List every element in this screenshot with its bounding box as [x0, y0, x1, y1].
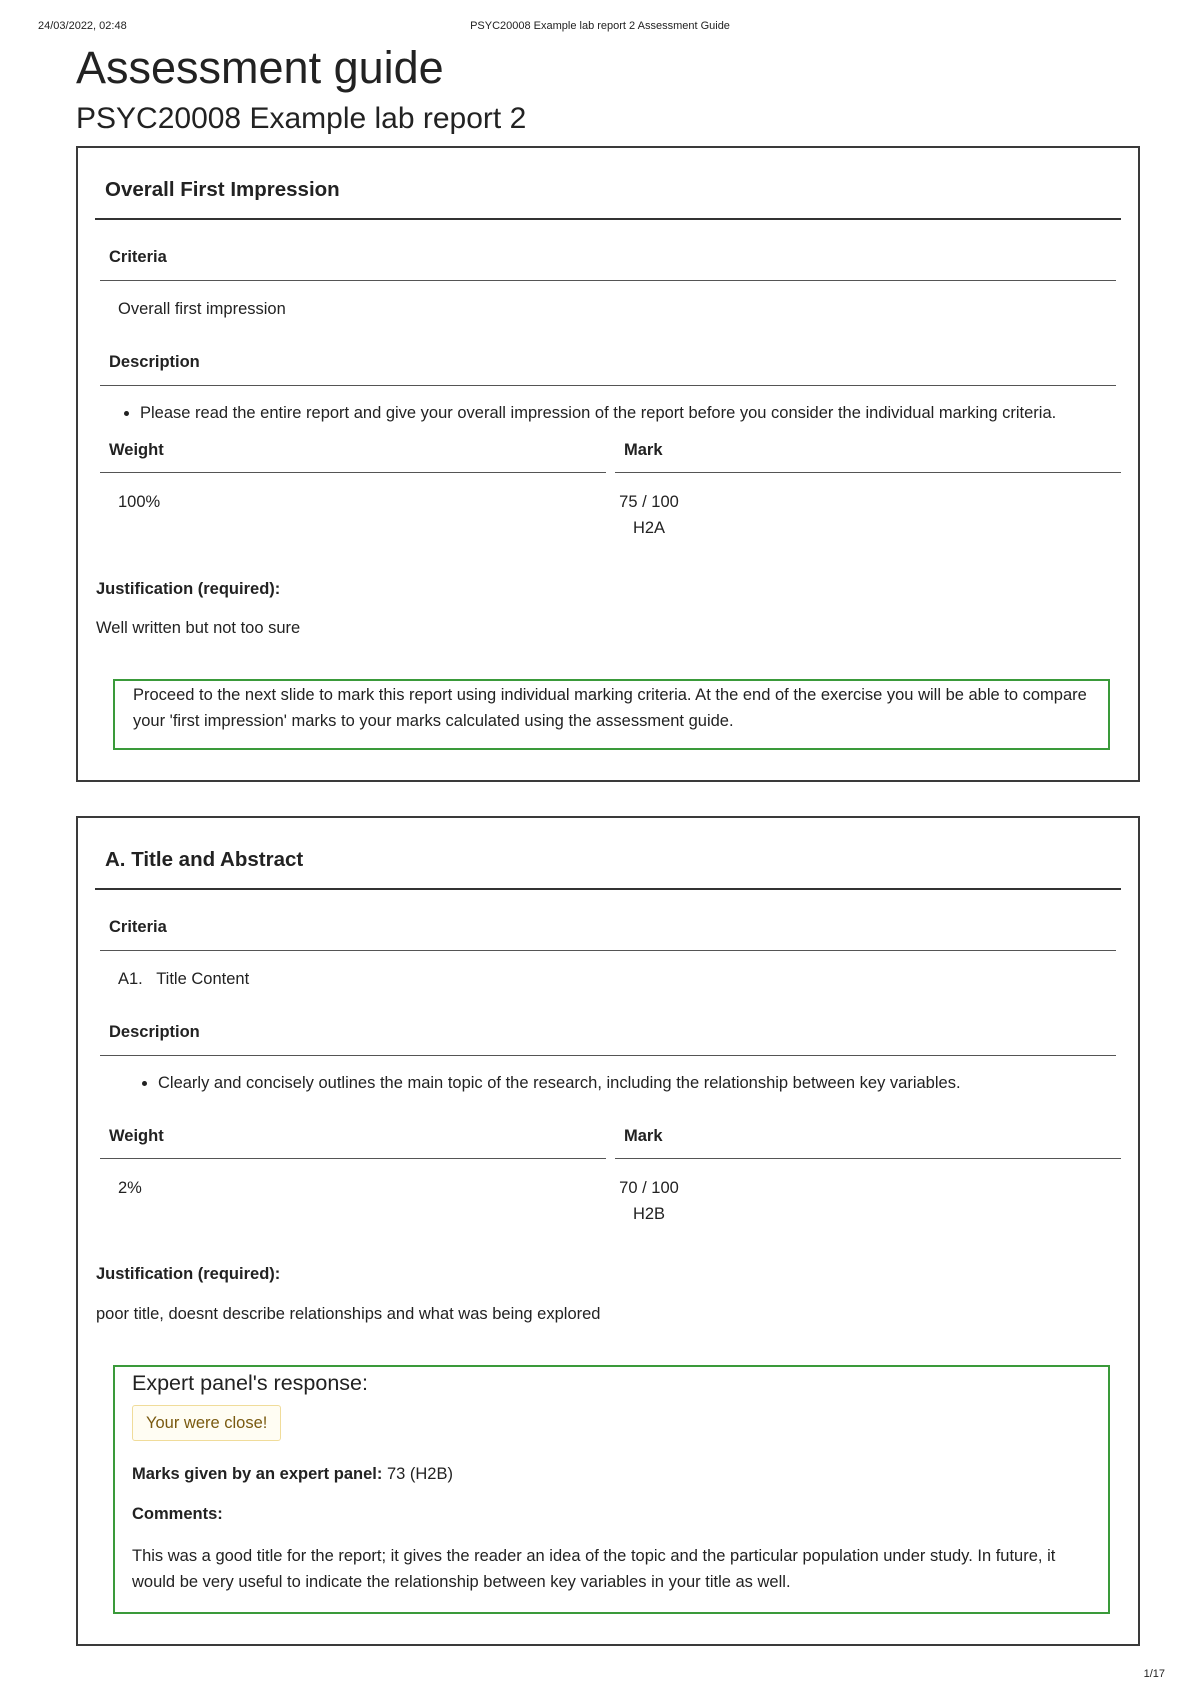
mark-grade: H2B [632, 1205, 666, 1223]
page-number: 1/17 [1143, 1668, 1165, 1680]
mark-value: 70 / 100 [619, 1179, 679, 1197]
description-item: • Clearly and concisely outlines the main topic of the research, including the relationship between key variables. [158, 1070, 1118, 1096]
description-label: Description [109, 1023, 200, 1041]
weight-divider [100, 472, 606, 473]
expert-response-title: Expert panel's response: [132, 1371, 368, 1395]
mark-label: Mark [624, 1127, 663, 1145]
mark-value-box [615, 489, 683, 541]
description-list [118, 400, 1140, 426]
feedback-badge: Your were close! [132, 1405, 281, 1441]
print-header [0, 20, 1200, 36]
weight-label: Weight [109, 441, 164, 459]
expert-marks-label: Marks given by an expert panel: [132, 1465, 383, 1483]
description-divider [100, 1055, 1116, 1056]
description-list [136, 1070, 1118, 1096]
criteria-divider [100, 280, 1116, 281]
mark-divider [615, 1158, 1121, 1159]
mark-value: 75 / 100 [619, 493, 679, 511]
weight-value: 100% [118, 493, 161, 511]
expert-marks-line [132, 1461, 453, 1487]
criteria-value: A1. Title Content [118, 970, 250, 988]
expert-marks-value: 73 (H2B) [386, 1465, 453, 1483]
page-subtitle: PSYC20008 Example lab report 2 [76, 102, 527, 135]
description-label: Description [109, 353, 200, 371]
overall-first-impression-card [76, 146, 1140, 782]
weight-divider [100, 1158, 606, 1159]
criteria-divider [100, 950, 1116, 951]
mark-value-box [615, 1175, 683, 1227]
criteria-label: Criteria [109, 918, 167, 936]
justification-text: poor title, doesnt describe relationships and what was being explored [96, 1305, 601, 1323]
justification-label: Justification (required): [96, 580, 281, 598]
expert-panel-response [113, 1365, 1110, 1614]
section-heading: A. Title and Abstract [105, 848, 304, 871]
notice-text: Proceed to the next slide to mark this report using individual marking criteria. At the end of the exercise you will be able to compare your 'first impression' marks to your marks calculated using the assessment guide. [133, 686, 1087, 730]
description-item: • Please read the entire report and give your overall impression of the report before you consider the individual marking criteria. [140, 400, 1140, 426]
criteria-label: Criteria [109, 248, 167, 266]
section-heading: Overall First Impression [105, 178, 340, 201]
comments-text: This was a good title for the report; it gives the reader an idea of the topic and the particular population under study. In future, it would be very useful to indicate the relationship between key variables in your title as well. [132, 1547, 1056, 1591]
criteria-value: Overall first impression [118, 300, 286, 318]
section-divider [95, 218, 1121, 220]
comments-label: Comments: [132, 1505, 223, 1523]
justification-text: Well written but not too sure [96, 619, 301, 637]
section-divider [95, 888, 1121, 890]
mark-divider [615, 472, 1121, 473]
weight-label: Weight [109, 1127, 164, 1145]
justification-label: Justification (required): [96, 1265, 281, 1283]
mark-label: Mark [624, 441, 663, 459]
title-and-abstract-card [76, 816, 1140, 1646]
weight-value: 2% [118, 1179, 142, 1197]
description-divider [100, 385, 1116, 386]
page-title: Assessment guide [76, 42, 444, 93]
next-slide-notice [113, 679, 1110, 750]
print-date: 24/03/2022, 02:48 [38, 20, 127, 32]
print-title: PSYC20008 Example lab report 2 Assessment Guide [470, 20, 730, 32]
mark-grade: H2A [632, 519, 666, 537]
